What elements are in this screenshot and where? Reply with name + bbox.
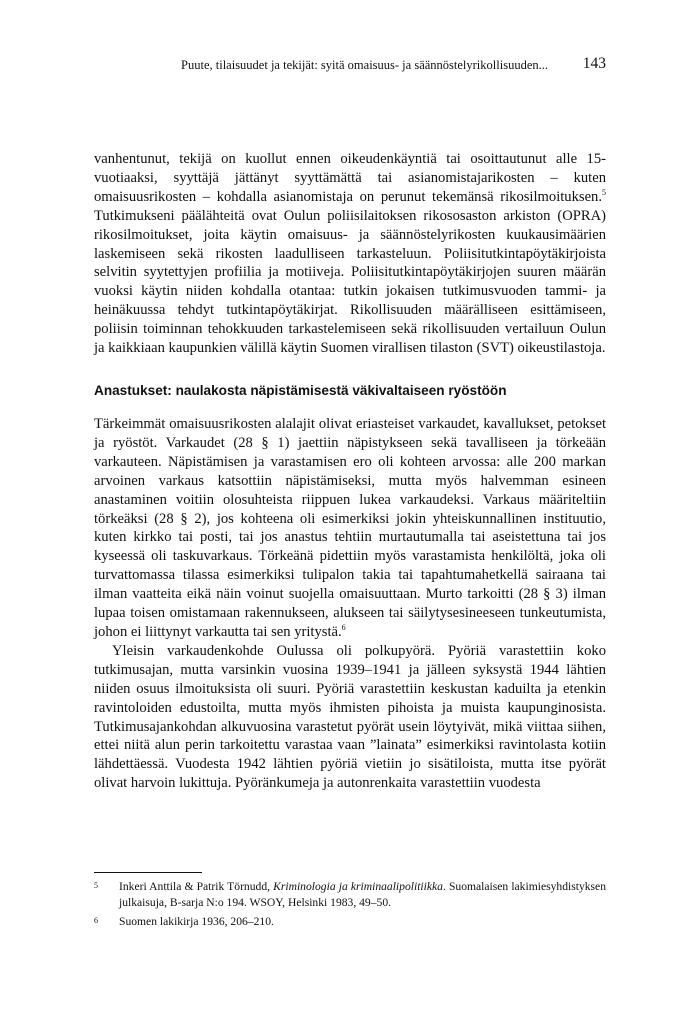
footnote-ref-6[interactable]: 6 <box>341 622 346 632</box>
page-number: 143 <box>582 55 606 72</box>
intro-text-part1: vanhentunut, tekijä on kuollut ennen oikeudenkäyntiä tai osoittautunut alle 15-vuotiaaksi, syyttäjä jättänyt syyttämättä tai asianomistajarikosten – kuten omaisuusrikosten – kohdalla asianomistaja on perunut tekemänsä rikosilmoituksen. <box>94 151 606 205</box>
footnote-5-before: Inkeri Anttila & Patrik Törnudd, <box>119 880 274 893</box>
intro-text-part2: Tutkimukseni päälähteitä ovat Oulun poliisilaitoksen rikososaston arkiston (OPRA) rikosilmoitukset, joita käytin omaisuus- ja säännöstelyrikosten kuukausimäärien laskemiseen sekä rikosten laadulliseen tarkasteluun. Poliisitutkintapöytäkirjoista selvitin syytettyjen profiilia ja motiiveja. Poliisitutkintapöytäkirjojen suuren määrän vuoksi käytin niiden kohdalla otantaa: tutkin jokaisen tutkimusvuoden tammi- ja heinäkuussa tehdyt tutkintapöytäkirjat. Rikollisuuden määrälliseen esittämiseen, poliisin toiminnan tehokkuuden tarkastelemiseen sekä rikollisuuden vertailuun Oulun ja kaikkiaan kaupunkien välillä käytin Suomen virallisen tilaston (SVT) oikeustilastoja. <box>94 207 606 357</box>
footnote-6 <box>94 914 606 930</box>
footnote-ref-5[interactable]: 5 <box>602 187 606 197</box>
footnote-number: 5 <box>94 881 98 890</box>
footnotes <box>94 879 606 932</box>
section-paragraph-1-text: Tärkeimmät omaisuusrikosten alalajit olivat eriasteiset varkaudet, kavallukset, petokset ja ryöstöt. Varkaudet (28 § 1) jaettiin näpistykseen sekä tavalliseen ja törkeään varkauteen. Näpistämisen ja varastamisen ero oli kohteen arvossa: alle 200 markan arvoinen varkaus katsottiin näpistämiseksi, mutta myös halvemman esineen anastaminen voitiin olosuhteista riippuen lukea varkaudeksi. Varkaus määriteltiin törkeäksi (28 § 2), jos kohteena oli esimerkiksi jokin yhteiskunnallinen instituutio, kuten kirkko tai posti, tai jos anastus tehtiin murtautumalla tai aseistettuna tai jos kyseessä oli taskuvarkaus. Törkeänä pidettiin myös varastamista henkilöltä, joka oli turvattomassa tilassa esimerkiksi tulipalon takia tai tapahtumahetkellä sairaana tai ilman vaatteita eikä näin voinut suojella omaisuuttaan. Murto tarkoitti (28 § 3) ilman lupaa toisen omistamaan rakennukseen, alukseen tai säilytysesineeseen tunkeutumista, johon ei liittynyt varkautta tai sen yritystä. <box>94 416 606 640</box>
footnote-5-after: . Suomalaisen lakimiesyhdistyksen julkaisuja, B-sarja N:o 194. WSOY, Helsinki 1983, 49–50. <box>119 880 606 910</box>
footnote-5-title: Kriminologia ja kriminaalipolitiikka <box>273 880 443 893</box>
footnote-divider <box>94 872 202 873</box>
section-paragraph-2: Yleisin varkaudenkohde Oulussa oli polkupyörä. Pyöriä varastettiin koko tutkimusajan, mutta varsinkin vuosina 1939–1941 ja jälleen syksystä 1944 lähtien niiden osuus ilmoituksista oli suuri. Pyöriä varastettiin keskustan kaduilta ja etenkin ravintoloiden edustoilta, mutta myös ihmisten pihoista ja muista kaupunginosista. Tutkimusajankohdan alkuvuosina varastetut pyörät usein löytyivät, mikä viittaa siihen, ettei niitä alun perin tarkoitettu varastaa vaan ”lainata” esimerkiksi ravintolasta kotiin lähdettäessä. Vuodesta 1942 lähtien pyöriä vietiin jo sisätiloista, mutta itse pyörät olivat harvoin lukittuja. Pyöränkumeja ja autonrenkaita varastettiin vuodesta <box>94 642 606 792</box>
footnote-5 <box>94 879 606 912</box>
section-paragraph-1 <box>94 415 606 642</box>
intro-text-block <box>94 150 606 358</box>
footnote-6-text: Suomen lakikirja 1936, 206–210. <box>119 914 274 928</box>
footnote-number: 6 <box>94 915 98 925</box>
running-header <box>94 56 606 76</box>
running-title: Puute, tilaisuudet ja tekijät: syitä omaisuus- ja säännöstelyrikollisuuden... <box>181 58 548 72</box>
section-heading: Anastukset: naulakosta näpistämisestä väkivaltaiseen ryöstöön <box>94 383 507 398</box>
section-text-block <box>94 415 606 793</box>
intro-paragraph <box>94 150 606 358</box>
